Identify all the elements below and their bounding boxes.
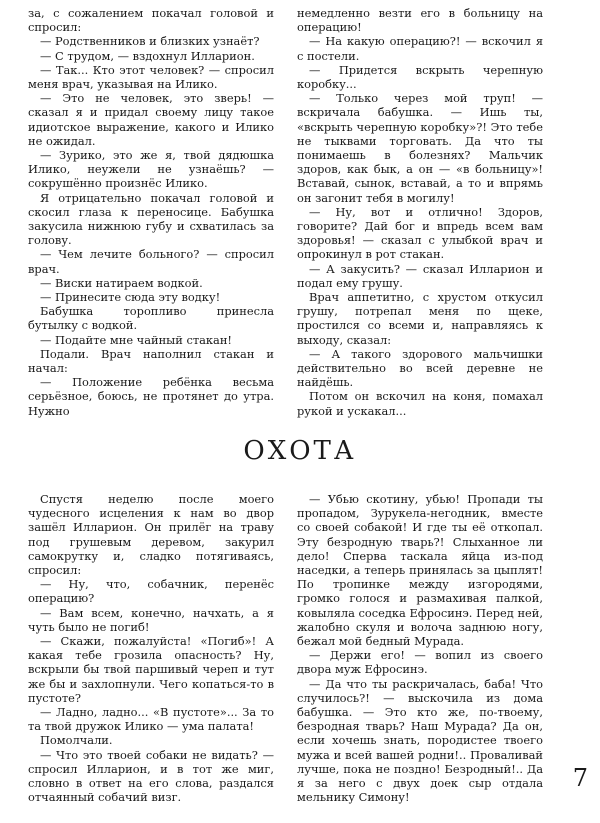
paragraph: — Ну, что, собачник, перенёс операцию? [28, 577, 274, 606]
paragraph: — С трудом, — вздохнул Илларион. [40, 48, 255, 63]
paragraph: — Держи его! — вопил из своего двора муж Ефросинэ. [297, 648, 543, 677]
paragraph: — Скажи, пожалуйста! «Погиб»! А какая тебе грозила опасность? Ну, вскрыли бы твой паршивый череп и тут же бы и захлопнули. Чего копаться-то в пустоте? [28, 634, 274, 705]
paragraph: Спустя неделю после моего чудесного исцеления к нам во двор зашёл Илларион. Он прилёг на траву под грушевым деревом, закурил самокрутку и, сладко потягиваясь, спросил: [28, 492, 274, 578]
paragraph: — А закусить? — сказал Илларион и подал ему грушу. [297, 261, 543, 290]
paragraph: — Что это твоей собаки не видать? — спросил Илларион, и в тот же миг, словно в ответ на его слова, раздался отчаянный собачий визг. [28, 747, 274, 805]
paragraph: — Положение ребёнка весьма серьёзное, боюсь, не протянет до утра. Нужно [28, 375, 274, 418]
paragraph: — Принесите сюда эту водку! [40, 290, 221, 305]
paragraph: Бабушка торопливо принесла бутылку с водкой. [28, 304, 274, 333]
paragraph: — Ну, вот и отлично! Здоров, говорите? Дай бог и впредь всем вам здоровья! — сказал с улыбкой врач и опрокинул в рот стакан. [297, 204, 543, 262]
text-column-bottom-right [297, 492, 543, 804]
paragraph: — Убью скотину, убью! Пропади ты пропадом, Зурукела-негодник, вместе со своей собакой! И где ты её откопал. Эту безродную тварь?! Слыханное ли дело! Сперва таскала яйца из-под наседки, а теперь принялась за цыплят! По тропинке между изгородями, громко голося и размахивая палкой, ковыляла соседка Ефросинэ. Перед ней, жалобно скуля и волоча заднюю ногу, бежал мой бедный Мурада. [297, 492, 543, 649]
paragraph: — Придется вскрыть черепную коробку... [297, 62, 543, 92]
paragraph: — Только через мой труп! — вскричала бабушка. — Ишь ты, «вскрыть черепную коробку»?! Это тебе не тыквами торговать. Да что ты понимаешь в болезнях? Мальчик здоров, как бык, а он — «в больницу»! Вставай, сынок, вставай, а то и впрямь он загонит тебя в могилу! [297, 91, 543, 205]
paragraph: — Зурико, это же я, твой дядюшка Илико, неужели не узнаёшь? — сокрушённо произнёс Илико. [28, 148, 274, 191]
paragraph: Помолчали. [40, 733, 113, 748]
paragraph: — Это не человек, это зверь! — сказал я и придал своему лицу такое идиотское выражение, какого и Илико не ожидал. [28, 91, 274, 148]
paragraph: Подали. Врач наполнил стакан и начал: [28, 346, 274, 376]
paragraph: — Так... Кто этот человек? — спросил меня врач, указывая на Илико. [28, 62, 274, 92]
page-number: 7 [572, 764, 588, 792]
paragraph: — Чем лечите больного? — спросил врач. [28, 247, 274, 276]
paragraph: немедленно везти его в больницу на операцию! [297, 6, 543, 35]
text-column-top-left [28, 6, 274, 418]
text-column-top-right [297, 6, 543, 418]
paragraph: — Виски натираем водкой. [40, 275, 203, 290]
paragraph: — На какую операцию?! — вскочил я с постели. [297, 34, 543, 63]
paragraph: за, с сожалением покачал головой и спросил: [28, 6, 274, 35]
chapter-heading: ОХОТА [243, 436, 357, 466]
paragraph: Врач аппетитно, с хрустом откусил грушу, потрепал меня по щеке, простился со всеми и, направляясь к выходу, сказал: [297, 290, 543, 347]
paragraph: — Да что ты раскричалась, баба! Что случилось?! — выскочила из дома бабушка. — Это кто же, по-твоему, безродная тварь? Наш Мурада? Да он, если хочешь знать, породистее твоего мужа и всей вашей родни!.. Проваливай лучше, пока не поздно! Безродный!.. Да я за него с двух доек сыр отдала мельнику Симону! [297, 676, 543, 805]
paragraph: Я отрицательно покачал головой и скосил глаза к переносице. Бабушка закусила нижнюю губу и схватилась за голову. [28, 190, 274, 248]
paragraph: — Ладно, ладно... «В пустоте»... За то та твой дружок Илико — ума палата! [28, 705, 274, 734]
paragraph: — А такого здорового мальчишки действительно во всей деревне не найдёшь. [297, 346, 543, 390]
paragraph: — Вам всем, конечно, начхать, а я чуть было не погиб! [28, 605, 274, 634]
paragraph: — Подайте мне чайный стакан! [40, 332, 233, 347]
text-column-bottom-left [28, 492, 274, 804]
paragraph: Потом он вскочил на коня, помахал рукой и ускакал... [297, 389, 543, 418]
paragraph: — Родственников и близких узнаёт? [40, 34, 260, 49]
